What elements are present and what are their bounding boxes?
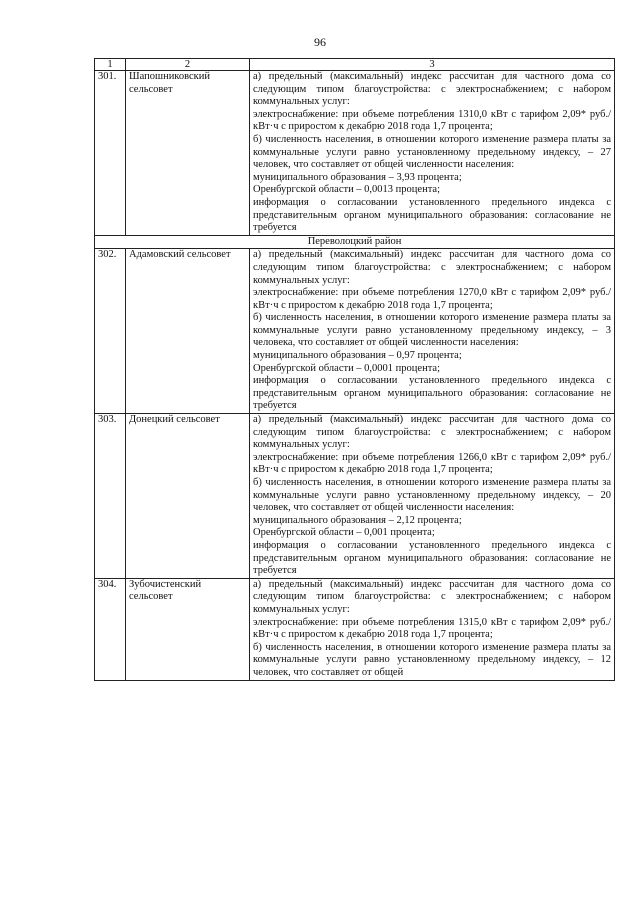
table-row [95, 414, 615, 579]
description-line: б) численность населения, в отношении которого изменение размера платы за коммунальные услуги равно установленному предельному индексу, – 12 человек, что составляет от общей [253, 641, 611, 678]
description-line: Оренбургской области – 0,0001 процента; [253, 362, 440, 374]
description-line: муниципального образования – 3,93 процента; [253, 171, 462, 183]
table-row [95, 249, 615, 414]
description-line: электроснабжение: при объеме потребления 1310,0 кВт с тарифом 2,09* руб./кВт·ч с приростом к декабрю 2018 года 1,7 процента; [253, 108, 611, 133]
description-line: Оренбургской области – 0,001 процента; [253, 527, 435, 539]
description-line: муниципального образования – 0,97 процента; [253, 350, 462, 362]
description-line: а) предельный (максимальный) индекс рассчитан для частного дома со следующим типом благоустройства: с электроснабжением; с набором коммунальных услуг: [253, 71, 611, 108]
table-row [95, 71, 615, 236]
index-description [250, 578, 615, 680]
description-line: электроснабжение: при объеме потребления 1315,0 кВт с тарифом 2,09* руб./кВт·ч с приростом к декабрю 2018 года 1,7 процента; [253, 616, 611, 641]
description-line: а) предельный (максимальный) индекс рассчитан для частного дома со следующим типом благоустройства: с электроснабжением; с набором коммунальных услуг: [253, 249, 611, 286]
row-number: 301. [95, 71, 126, 236]
row-number: 302. [95, 249, 126, 414]
table-row [95, 578, 615, 680]
header-col-1: 1 [95, 59, 126, 71]
description-line: б) численность населения, в отношении которого изменение размера платы за коммунальные услуги равно установленному предельному индексу, – 27 человек, что составляет от общей численности населения: [253, 133, 611, 171]
header-col-2: 2 [126, 59, 250, 71]
table-header-row [95, 59, 615, 71]
description-line: информация о согласовании установленного предельного индекса с представительным органом муниципального образования: согласование не требуется [253, 375, 611, 412]
page-number: 96 [314, 35, 326, 49]
district-row [95, 235, 615, 249]
description-line: электроснабжение: при объеме потребления 1270,0 кВт с тарифом 2,09* руб./кВт·ч с приростом к декабрю 2018 года 1,7 процента; [253, 287, 611, 311]
description-line: муниципального образования – 2,12 процента; [253, 514, 462, 526]
municipality-name: Зубочистенский сельсовет [126, 578, 250, 680]
row-number: 304. [95, 578, 126, 680]
description-line: электроснабжение: при объеме потребления 1266,0 кВт с тарифом 2,09* руб./кВт·ч с приростом к декабрю 2018 года 1,7 процента; [253, 451, 611, 476]
description-line: Оренбургской области – 0,0013 процента; [253, 184, 440, 196]
description-line: б) численность населения, в отношении которого изменение размера платы за коммунальные услуги равно установленному предельному индексу, – 20 человек, что составляет от общей численности населения: [253, 477, 611, 514]
description-line: информация о согласовании установленного предельного индекса с представительным органом муниципального образования: согласование не требуется [253, 196, 611, 234]
index-description [250, 414, 615, 579]
description-line: информация о согласовании установленного предельного индекса с представительным органом муниципального образования: согласование не требуется [253, 539, 611, 577]
municipality-name: Адамовский сельсовет [126, 249, 250, 414]
index-description [250, 249, 615, 414]
district-name: Переволоцкий район [95, 235, 615, 249]
header-col-3: 3 [250, 59, 615, 71]
municipality-name: Шапошниковский сельсовет [126, 71, 250, 236]
description-line: б) численность населения, в отношении которого изменение размера платы за коммунальные услуги равно установленному предельному индексу, – 3 человека, что составляет от общей численности населения: [253, 312, 611, 349]
row-number: 303. [95, 414, 126, 579]
index-description [250, 71, 615, 236]
index-table [94, 58, 615, 681]
description-line: а) предельный (максимальный) индекс рассчитан для частного дома со следующим типом благоустройства: с электроснабжением; с набором коммунальных услуг: [253, 414, 611, 451]
description-line: а) предельный (максимальный) индекс рассчитан для частного дома со следующим типом благоустройства: с электроснабжением; с набором коммунальных услуг: [253, 578, 611, 615]
municipality-name: Донецкий сельсовет [126, 414, 250, 579]
